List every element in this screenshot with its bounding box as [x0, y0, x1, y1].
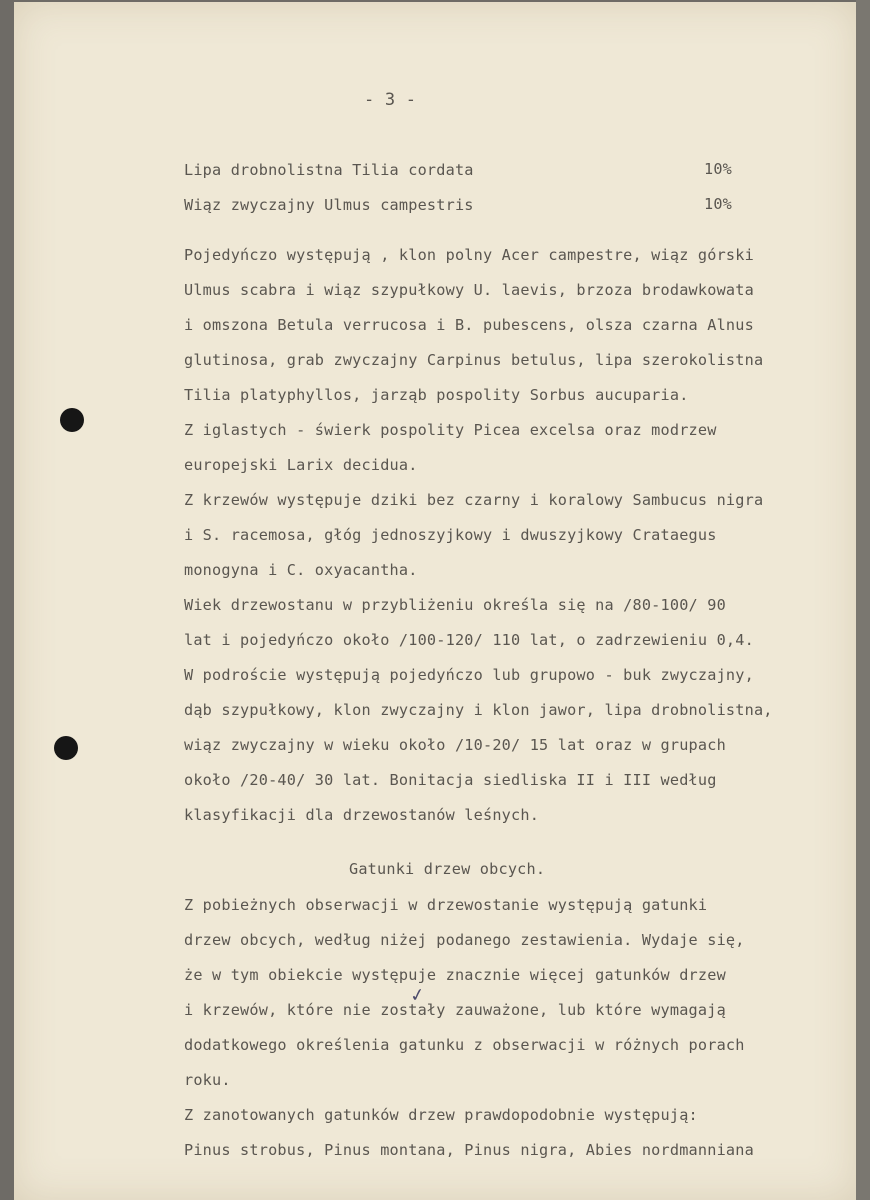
text-line: Z zanotowanych gatunków drzew prawdopodobnie występują: — [184, 1106, 698, 1124]
text-line: Z krzewów występuje dziki bez czarny i koralowy Sambucus nigra — [184, 491, 764, 509]
text-line: Ulmus scabra i wiąz szypułkowy U. laevis, brzoza brodawkowata — [184, 281, 754, 299]
text-line: monogyna i C. oxyacantha. — [184, 561, 418, 579]
text-line: wiąz zwyczajny w wieku około /10-20/ 15 lat oraz w grupach — [184, 736, 726, 754]
punch-hole-top — [60, 408, 84, 432]
text-line: roku. — [184, 1071, 231, 1089]
text-line: że w tym obiekcie występuje znacznie więcej gatunków drzew — [184, 966, 726, 984]
species-row-percent: 10% — [704, 195, 733, 213]
page-number: - 3 - — [364, 90, 417, 110]
text-line: Tilia platyphyllos, jarząb pospolity Sorbus aucuparia. — [184, 386, 689, 404]
species-row-name: Lipa drobnolistna Tilia cordata — [184, 161, 474, 179]
text-line: drzew obcych, według niżej podanego zestawienia. Wydaje się, — [184, 931, 745, 949]
text-line: Wiek drzewostanu w przybliżeniu określa się na /80-100/ 90 — [184, 596, 726, 614]
text-line: lat i pojedyńczo około /100-120/ 110 lat, o zadrzewieniu 0,4. — [184, 631, 754, 649]
text-line: dodatkowego określenia gatunku z obserwacji w różnych porach — [184, 1036, 745, 1054]
text-line: Z iglastych - świerk pospolity Picea excelsa oraz modrzew — [184, 421, 717, 439]
punch-hole-bottom — [54, 736, 78, 760]
text-line: glutinosa, grab zwyczajny Carpinus betulus, lipa szerokolistna — [184, 351, 764, 369]
text-line: i omszona Betula verrucosa i B. pubescens, olsza czarna Alnus — [184, 316, 754, 334]
text-line: i S. racemosa, głóg jednoszyjkowy i dwuszyjkowy Crataegus — [184, 526, 717, 544]
species-row-percent: 10% — [704, 160, 733, 178]
scan-right-edge — [856, 0, 870, 1200]
text-line: dąb szypułkowy, klon zwyczajny i klon jawor, lipa drobnolistna, — [184, 701, 773, 719]
text-line: europejski Larix decidua. — [184, 456, 418, 474]
handwritten-check-mark: ✓ — [408, 983, 428, 1008]
text-line: klasyfikacji dla drzewostanów leśnych. — [184, 806, 540, 824]
text-line: Z pobieżnych obserwacji w drzewostanie występują gatunki — [184, 896, 708, 914]
text-line: Pinus strobus, Pinus montana, Pinus nigra, Abies nordmanniana — [184, 1141, 754, 1159]
text-line: W podroście występują pojedyńczo lub grupowo - buk zwyczajny, — [184, 666, 754, 684]
document-page — [14, 2, 856, 1200]
text-line: Pojedyńczo występują , klon polny Acer campestre, wiąz górski — [184, 246, 754, 264]
text-line: i krzewów, które nie zostały zauważone, lub które wymagają — [184, 1001, 726, 1019]
text-line: około /20-40/ 30 lat. Bonitacja siedliska II i III według — [184, 771, 717, 789]
section-heading: Gatunki drzew obcych. — [349, 860, 546, 878]
species-row-name: Wiąz zwyczajny Ulmus campestris — [184, 196, 474, 214]
